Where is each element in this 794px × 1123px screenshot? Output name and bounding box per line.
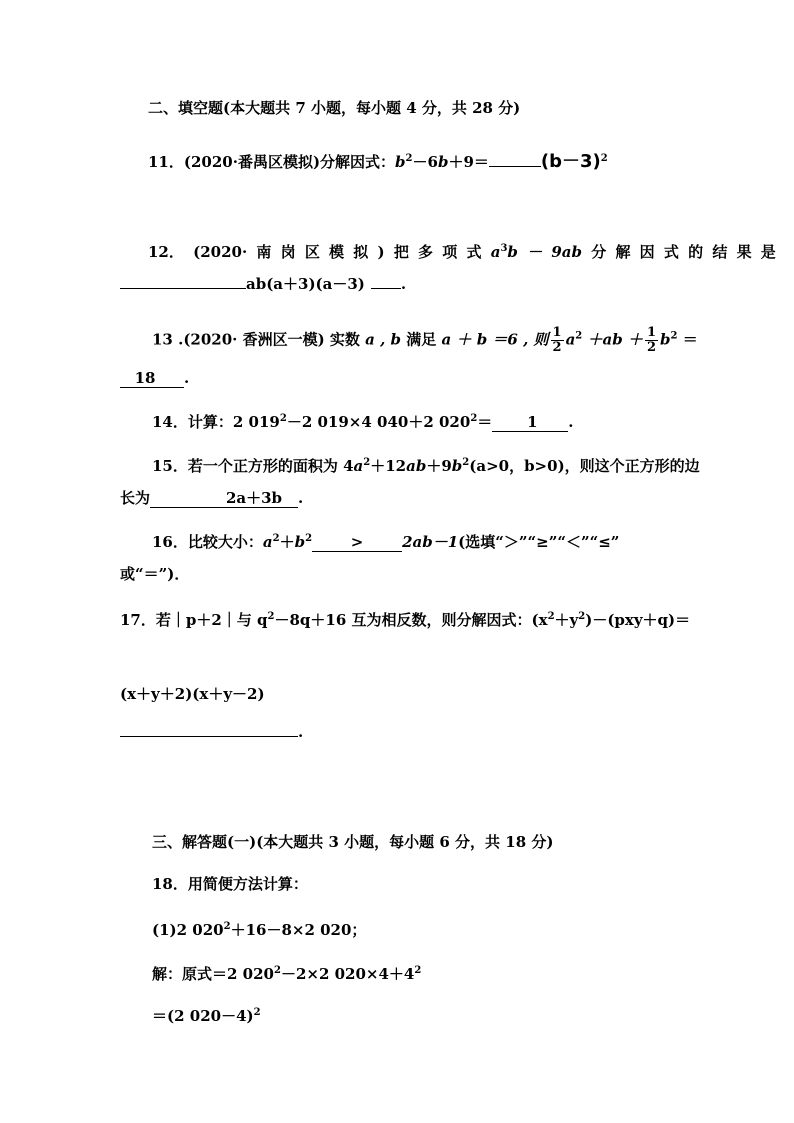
q13-fraction-1: $\frac{1}{2}$	[552, 325, 562, 355]
q15-cond: (a>0，b>0)，则这个正方形的边	[469, 457, 700, 475]
q15-var-ab: ab	[406, 457, 427, 475]
question-15-line-2	[120, 488, 303, 508]
q16-var-a: a	[262, 533, 273, 551]
question-16-line-2: 或“＝”)．	[120, 565, 190, 583]
question-15-line-1	[152, 456, 700, 476]
q13-mid: ＋ab ＋	[587, 330, 643, 349]
q17-prefix: 17．若｜p＋2｜与 q	[120, 611, 268, 629]
q18-sol-b: －2×2 020×4＋4	[280, 965, 415, 983]
q18-step2-exp: 2	[253, 1007, 261, 1018]
question-17-line-1	[120, 610, 690, 630]
q12-blank-lead	[120, 288, 246, 289]
q16-blank	[312, 533, 402, 552]
q18-part1-a: (1)2 020	[152, 921, 224, 939]
q13-prefix: 13 .(2020· 香洲区一模) 实数	[152, 330, 360, 349]
q13-blank	[120, 369, 184, 388]
q17-exp1: 2	[267, 611, 275, 622]
q11-var-b2: b	[437, 153, 449, 171]
q17-tail: )－(pxy＋q)＝	[585, 611, 691, 629]
q18-part1-b: ＋16－8×2 020；	[230, 921, 367, 939]
q13-answer: 18	[134, 369, 156, 387]
q15-var-b: b	[451, 457, 463, 475]
q12-line1-tail: 分 解 因 式 的 结 果 是	[591, 243, 776, 261]
q15-end: .	[298, 489, 304, 507]
q15-exp-a: 2	[363, 457, 371, 468]
q11-minus: －6	[412, 153, 438, 171]
q15-answer: 2a＋3b	[225, 489, 283, 507]
q18-sol-exp: 2	[273, 965, 281, 976]
q18-title: 18．用简便方法计算：	[152, 875, 308, 893]
section-3-heading: 三、解答题(一)(本大题共 3 小题，每小题 6 分，共 18 分)	[152, 833, 554, 851]
q15-var-a: a	[353, 457, 364, 475]
q13-vars: a , b	[365, 330, 402, 349]
q17-end: .	[298, 723, 304, 741]
q11-var-b: b	[395, 153, 406, 171]
q11-answer: (b－3)	[540, 151, 601, 172]
q14-prefix: 14．计算：2 019	[152, 413, 280, 431]
q18-sol-a: 解：原式＝2 020	[152, 965, 274, 983]
q13-term-a-exp: 2	[575, 330, 583, 342]
q12-expr-a: a	[490, 243, 501, 261]
q17-mid2: ＋y	[554, 611, 579, 629]
q15-plus12: ＋12	[370, 457, 407, 475]
q18-step2: ＝(2 020－4)	[152, 1007, 254, 1025]
q12-blank-tail	[371, 288, 401, 289]
q14-exp1: 2	[279, 413, 287, 424]
q13-term-b-exp: 2	[670, 330, 678, 342]
q11-exp: 2	[405, 153, 413, 164]
q14-tail: ＝	[477, 413, 493, 431]
q16-answer: >	[350, 533, 364, 551]
q11-answer-exp: 2	[600, 153, 608, 164]
q14-end: .	[568, 413, 574, 431]
section-2-heading: 二、填空题(本大题共 7 小题，每小题 4 分，共 28 分)	[148, 99, 521, 117]
q15-line1a: 15．若一个正方形的面积为 4	[152, 457, 354, 475]
question-12-line-2	[120, 274, 406, 294]
question-12-line-1	[148, 242, 776, 262]
q16-choices: (选填“＞”“≥”“＜”“≤”	[458, 533, 620, 551]
q16-prefix: 16．比较大小：	[152, 533, 263, 551]
q12-expr-exp: 3	[500, 243, 508, 254]
question-13-line-2	[120, 368, 189, 388]
q17-exp2: 2	[547, 611, 555, 622]
q12-end: .	[400, 275, 407, 293]
q13-term-a: a	[565, 330, 576, 349]
q16-var-b: b	[294, 533, 306, 551]
question-11	[148, 152, 608, 172]
q17-exp3: 2	[578, 611, 586, 622]
q14-answer: 1	[527, 413, 538, 431]
q18-solution-line-2	[152, 1006, 261, 1026]
q12-answer: ab(a＋3)(a－3)	[246, 275, 365, 293]
q17-blank	[120, 736, 298, 737]
q18-solution-line-1	[152, 964, 421, 984]
q13-eq: a ＋ b ＝6 , 则	[441, 330, 549, 349]
q14-exp2: 2	[470, 413, 478, 424]
question-17-line-3	[120, 722, 303, 742]
q17-answer: (x＋y＋2)(x＋y－2)	[120, 685, 265, 703]
q18-part1-exp: 2	[223, 921, 231, 932]
q16-rhs: 2ab－1	[402, 533, 459, 551]
q16-exp-a: 2	[272, 533, 280, 544]
question-13-line-1	[152, 326, 698, 355]
q11-prefix: 11．(2020·番禺区模拟)分解因式：	[148, 153, 396, 171]
q15-exp-b: 2	[462, 457, 470, 468]
q13-term-b: b	[659, 330, 671, 349]
q17-mid: －8q＋16 互为相反数，则分解因式：(x	[274, 611, 548, 629]
q16-exp-b: 2	[305, 533, 313, 544]
question-14	[152, 412, 574, 432]
q18-sol-exp2: 2	[414, 965, 422, 976]
q18-part-1	[152, 920, 366, 940]
q13-cond: 满足	[406, 330, 437, 349]
q15-line2: 长为	[120, 489, 151, 507]
question-16-line-1	[152, 532, 619, 552]
q16-plus: ＋	[279, 533, 295, 551]
q13-fraction-2: $\frac{1}{2}$	[646, 325, 656, 355]
q14-blank	[492, 413, 568, 432]
q11-blank	[489, 166, 541, 167]
q15-blank	[150, 489, 298, 508]
q12-line1: 12． (2020· 南 岗 区 模 拟 ) 把 多 项 式	[148, 243, 482, 261]
q13-eqsign: ＝	[682, 330, 698, 349]
q15-plus9: ＋9	[426, 457, 452, 475]
q13-end: .	[184, 369, 190, 387]
q14-mid: －2 019×4 040＋2 020	[286, 413, 471, 431]
q12-expr-rest: b － 9ab	[507, 243, 582, 261]
q11-plus: ＋9＝	[448, 153, 489, 171]
